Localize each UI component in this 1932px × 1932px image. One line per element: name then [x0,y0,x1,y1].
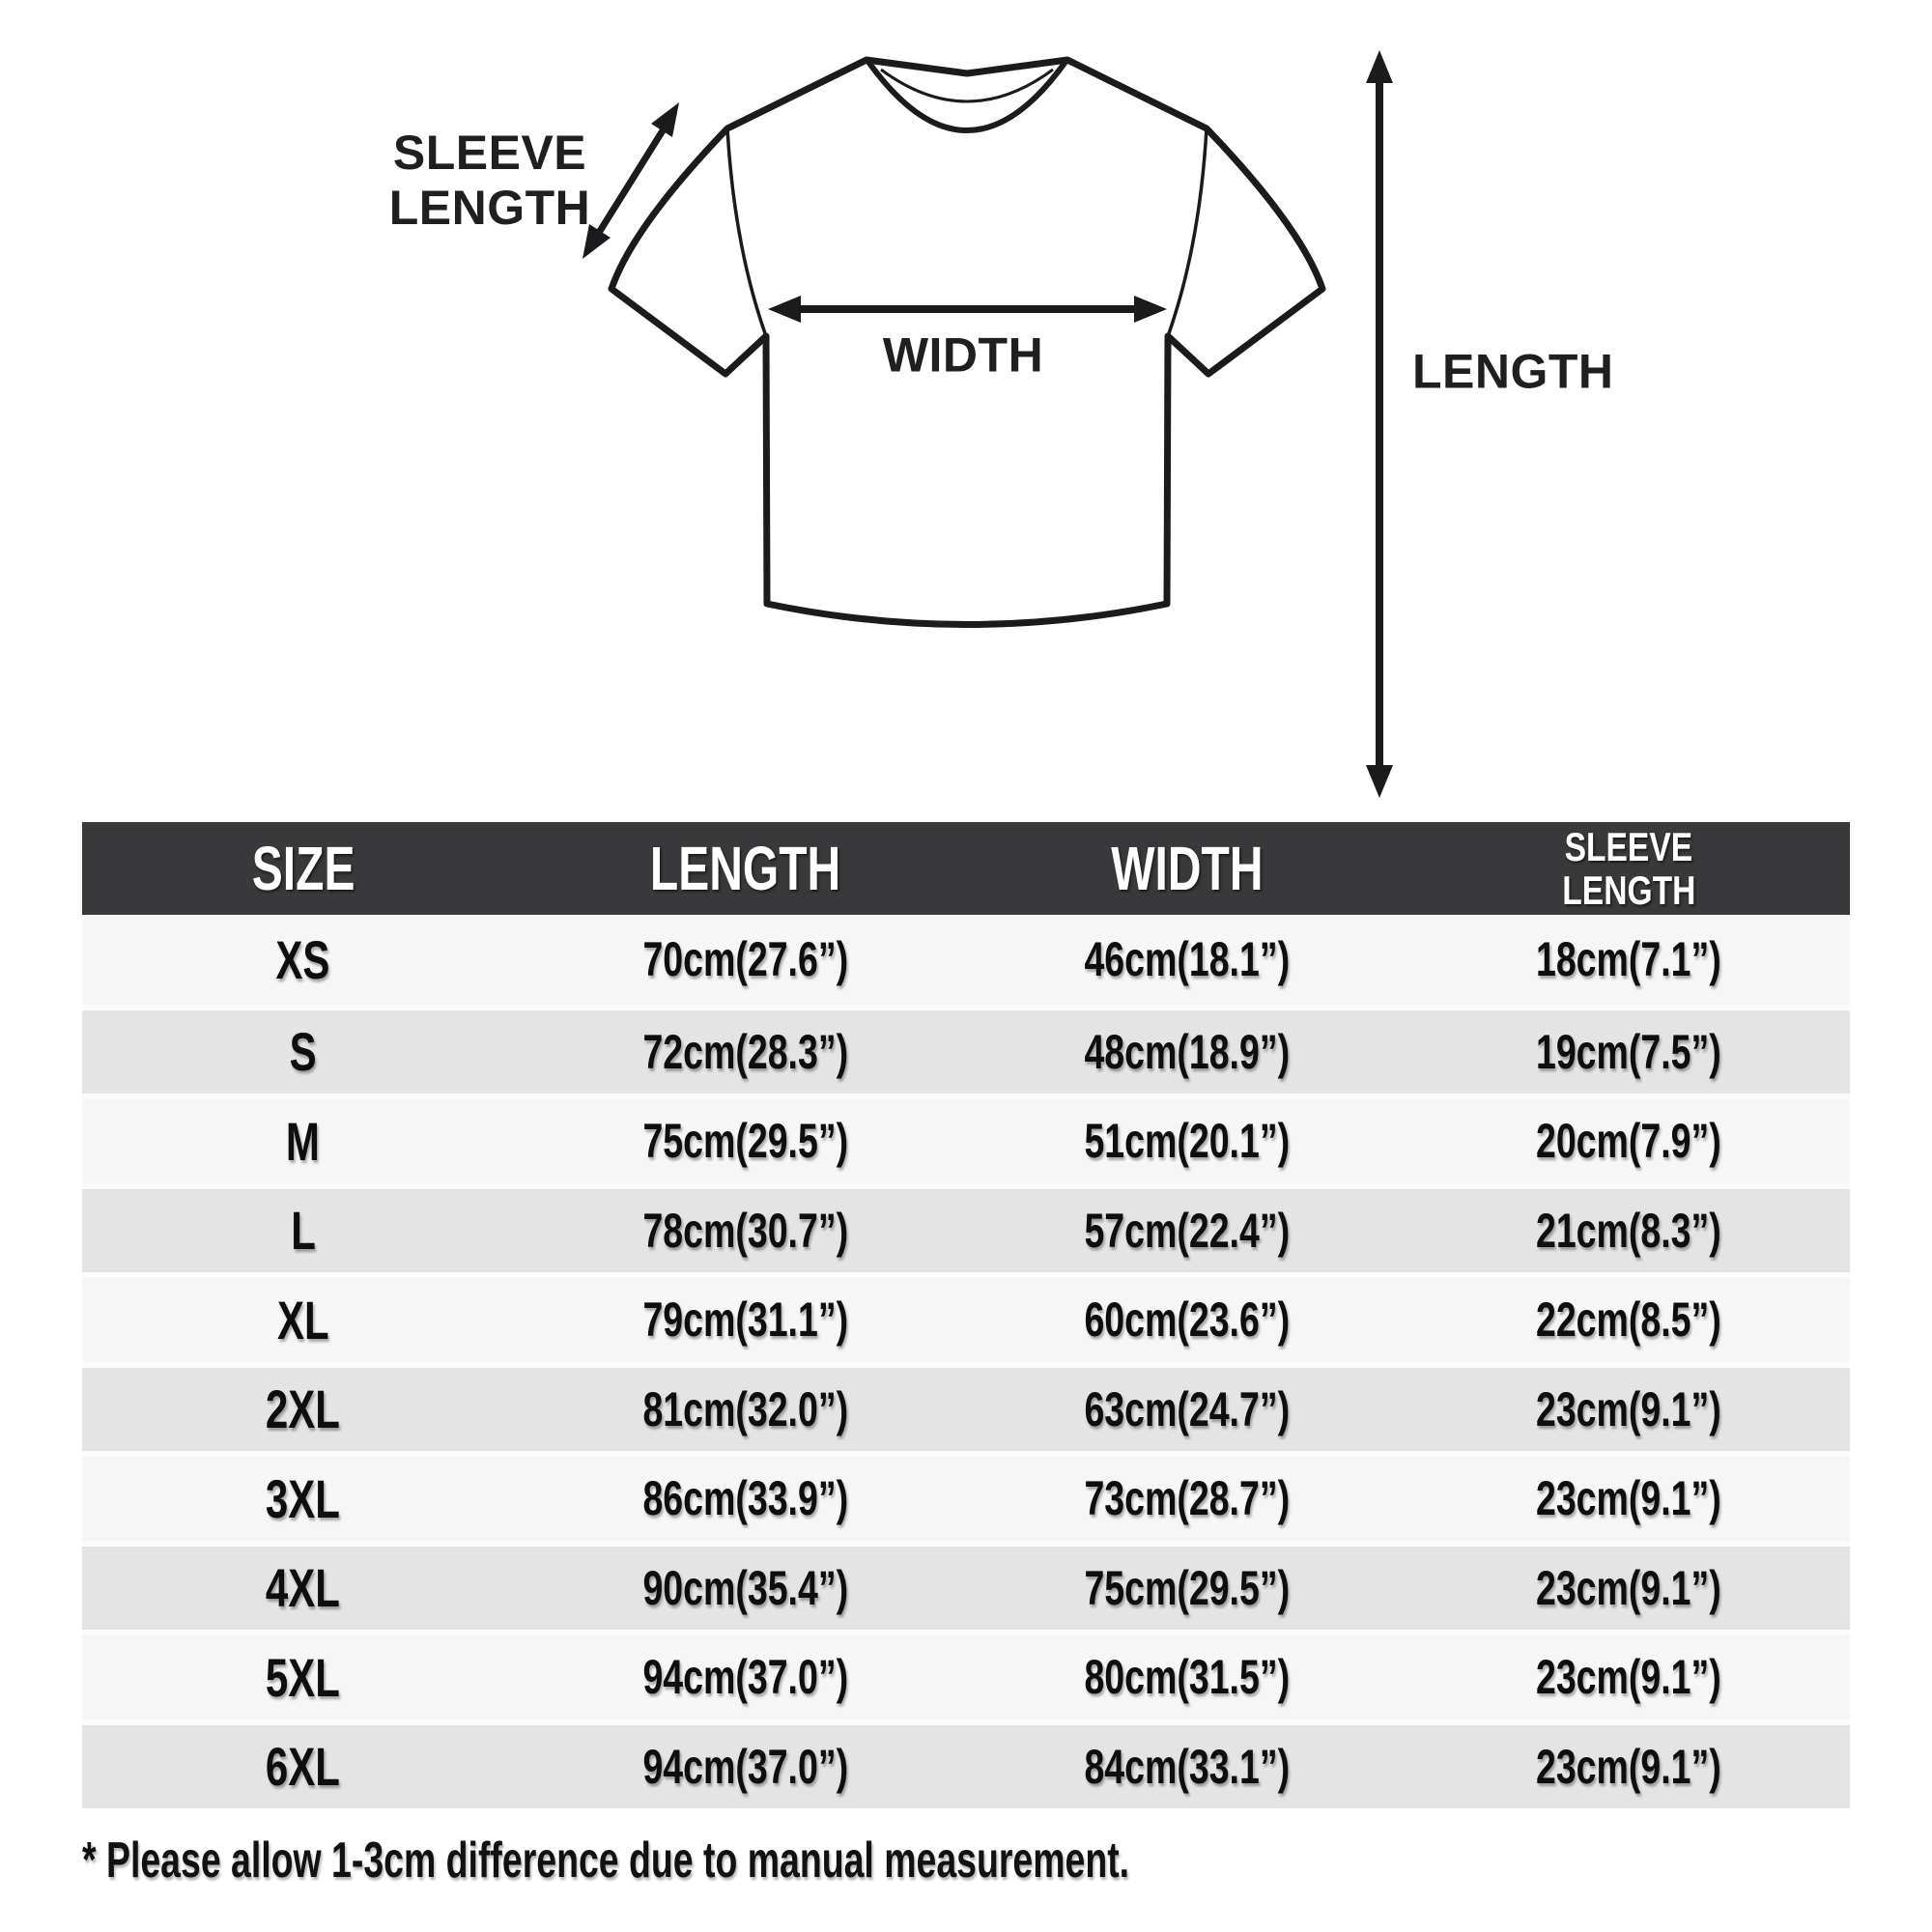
cell-width: 48cm(18.9”) [1084,1024,1291,1079]
footnote: * Please allow 1-3cm difference due to manual measurement. [82,1833,1130,1889]
cell-size: S [289,1021,317,1083]
length-arrow-icon [1366,50,1393,798]
table-row [82,1541,1850,1631]
cell-width: 63cm(24.7”) [1084,1381,1291,1436]
table-row [82,915,1850,1005]
cell-sleeve-length: 23cm(9.1”) [1536,1381,1722,1436]
sleeve-length-label-line2: LENGTH [388,181,591,235]
cell-sleeve-length: 21cm(8.3”) [1536,1203,1722,1258]
tshirt-drawing [0,0,1932,817]
table-row [82,1451,1850,1541]
cell-width: 75cm(29.5”) [1084,1560,1291,1615]
cell-sleeve-length: 23cm(9.1”) [1536,1471,1722,1526]
cell-length: 94cm(37.0”) [641,1739,848,1794]
size-table [82,822,1850,1808]
header-width: WIDTH [1111,834,1264,903]
cell-width: 51cm(20.1”) [1084,1114,1291,1169]
cell-length: 79cm(31.1”) [641,1293,848,1348]
cell-size: 5XL [266,1646,341,1708]
cell-width: 80cm(31.5”) [1084,1650,1291,1705]
cell-sleeve-length: 19cm(7.5”) [1536,1024,1722,1079]
cell-length: 75cm(29.5”) [641,1114,848,1169]
table-row [82,1094,1850,1183]
cell-width: 73cm(28.7”) [1084,1471,1291,1526]
cell-size: M [286,1110,321,1172]
cell-length: 81cm(32.0”) [641,1381,848,1436]
table-row [82,1005,1850,1094]
table-row [82,1630,1850,1719]
cell-size: 2XL [266,1378,341,1440]
cell-length: 94cm(37.0”) [641,1650,848,1705]
cell-width: 84cm(33.1”) [1084,1739,1291,1794]
cell-size: 4XL [266,1557,341,1619]
cell-size: 6XL [266,1736,341,1798]
sleeve-length-label-line1: SLEEVE [392,126,587,180]
cell-sleeve-length: 20cm(7.9”) [1536,1114,1722,1169]
table-row [82,1183,1850,1273]
header-size: SIZE [251,834,355,903]
width-label: WIDTH [882,327,1044,383]
cell-width: 60cm(23.6”) [1084,1293,1291,1348]
table-row [82,1719,1850,1809]
cell-length: 78cm(30.7”) [641,1203,848,1258]
table-row [82,1362,1850,1452]
cell-sleeve-length: 18cm(7.1”) [1536,932,1722,987]
header-sleeve-length: SLEEVE LENGTH [1562,824,1696,913]
table-header-row [82,822,1850,915]
cell-sleeve-length: 23cm(9.1”) [1536,1739,1722,1794]
cell-size: XS [275,928,330,990]
cell-length: 70cm(27.6”) [641,932,848,987]
cell-width: 57cm(22.4”) [1084,1203,1291,1258]
cell-width: 46cm(18.1”) [1084,932,1291,987]
cell-size: 3XL [266,1467,341,1529]
table-row [82,1272,1850,1362]
cell-length: 86cm(33.9”) [641,1471,848,1526]
cell-size: L [290,1200,316,1262]
cell-size: XL [276,1289,329,1350]
cell-sleeve-length: 23cm(9.1”) [1536,1650,1722,1705]
cell-length: 72cm(28.3”) [641,1024,848,1079]
cell-length: 90cm(35.4”) [641,1560,848,1615]
sleeve-length-label [389,126,591,236]
header-length: LENGTH [649,834,840,903]
size-table-body [82,915,1850,1808]
length-label: LENGTH [1412,344,1614,399]
cell-sleeve-length: 22cm(8.5”) [1536,1293,1722,1348]
cell-sleeve-length: 23cm(9.1”) [1536,1560,1722,1615]
